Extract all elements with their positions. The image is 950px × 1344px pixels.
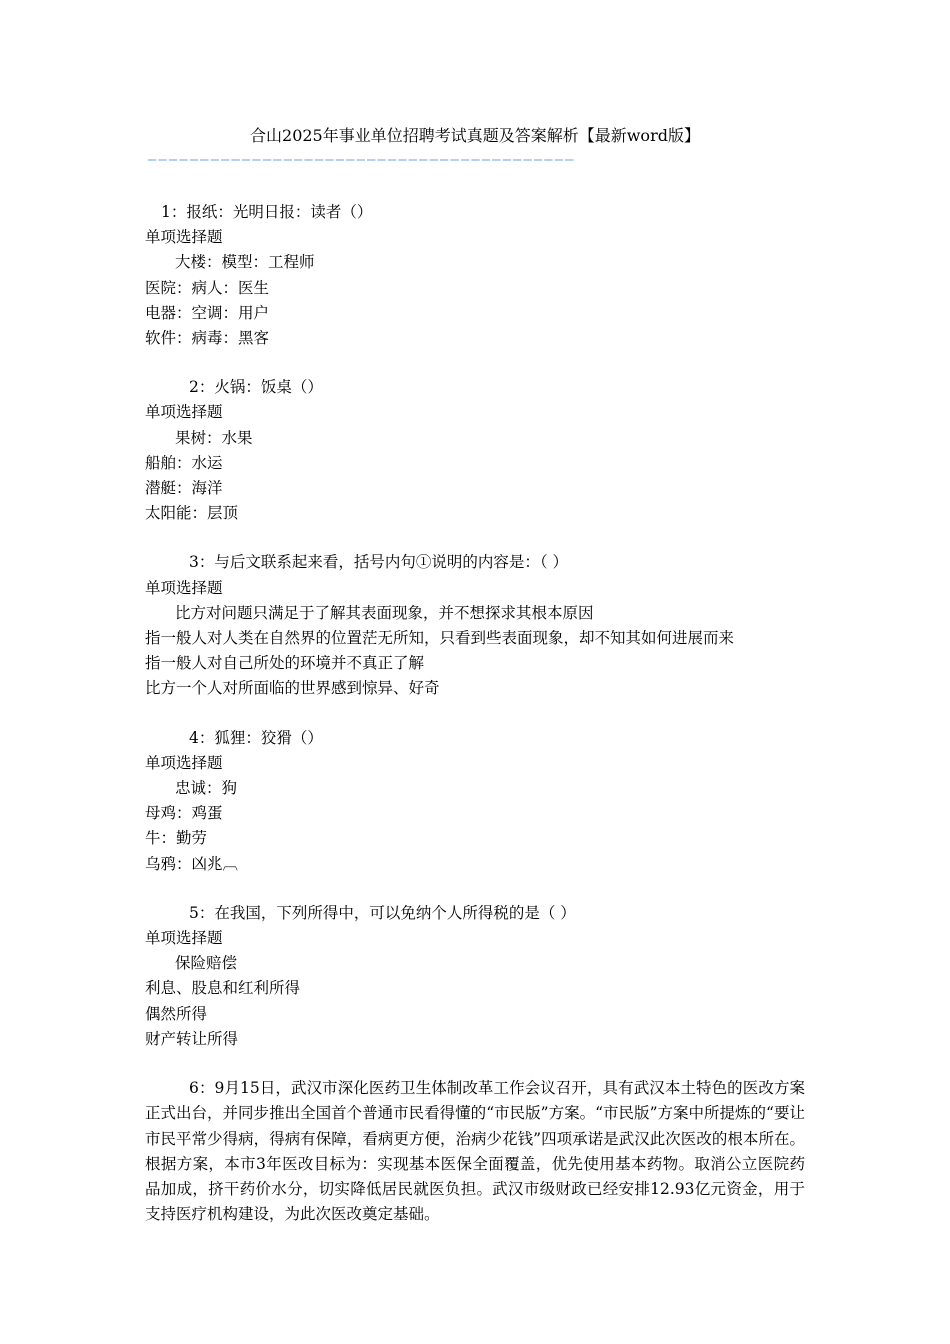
question-stem: 4：狐狸：狡猾（）	[189, 728, 323, 747]
title-divider: —————————————————————————————————————————	[148, 154, 576, 166]
option-b: 医院：病人：医生	[145, 278, 270, 297]
option-a: 忠诚：狗	[175, 779, 238, 798]
option-c: 潜艇：海洋	[145, 479, 223, 498]
question-6-passage: 6：9月15日，武汉市深化医药卫生体制改革工作会议召开，具有武汉本土特色的医改方案正式出台，并同步推出全国首个普通市民看得懂的“市民版”方案。“市民版”方案中所提炼的“要让市民平常少得病，得病有保障，看病更方便，治病少花钱”四项承诺是武汉此次医改的根本所在。根据方案，本市3年医改目标为：实现基本医保全面覆盖，优先使用基本药物。取消公立医院药品加成，挤干药价水分，切实降低居民就医负担。武汉市级财政已经安排12.93亿元资金，用于支持医疗机构建设，为此次医改奠定基础。	[145, 1079, 805, 1224]
question-4	[145, 726, 805, 877]
option-b: 利息、股息和红利所得	[145, 979, 301, 998]
option-a: 比方对问题只满足于了解其表面现象，并不想探求其根本原因	[175, 603, 594, 622]
option-d: 软件：病毒：黑客	[145, 329, 270, 348]
question-type: 单项选择题	[145, 578, 223, 597]
option-a: 大楼：模型：工程师	[175, 253, 315, 272]
option-b: 指一般人对人类在自然界的位置茫无所知，只看到些表面现象，却不知其如何进展而来	[145, 629, 735, 648]
question-5	[145, 901, 805, 1052]
document-body	[145, 200, 805, 1227]
option-d: 财产转让所得	[145, 1029, 239, 1048]
option-d: 太阳能：层顶	[145, 504, 239, 523]
option-c: 指一般人对自己所处的环境并不真正了解	[145, 654, 425, 673]
question-type: 单项选择题	[145, 228, 223, 247]
document-title: 合山2025年事业单位招聘考试真题及答案解析【最新word版】	[250, 126, 700, 145]
option-c: 电器：空调：用户	[145, 303, 270, 322]
option-d: 比方一个人对所面临的世界感到惊异、好奇	[145, 679, 440, 698]
option-a: 果树：水果	[175, 428, 253, 447]
question-stem: 5：在我国，下列所得中，可以免纳个人所得税的是（ ）	[189, 903, 576, 922]
option-d: 乌鸦：凶兆︹	[145, 854, 239, 873]
question-type: 单项选择题	[145, 403, 223, 422]
option-b: 船舶：水运	[145, 453, 223, 472]
question-3	[145, 550, 805, 701]
question-1	[145, 200, 805, 351]
question-stem: 1：报纸：光明日报：读者（）	[161, 203, 373, 221]
question-type: 单项选择题	[145, 753, 223, 772]
option-c: 牛：勤劳	[145, 829, 208, 848]
question-stem: 3：与后文联系起来看，括号内句①说明的内容是：（ ）	[189, 553, 569, 572]
option-c: 偶然所得	[145, 1004, 208, 1023]
option-a: 保险赔偿	[175, 954, 238, 973]
question-stem: 2：火锅：饭桌（）	[189, 378, 323, 397]
option-b: 母鸡：鸡蛋	[145, 804, 223, 823]
question-2	[145, 375, 805, 526]
question-type: 单项选择题	[145, 929, 223, 948]
